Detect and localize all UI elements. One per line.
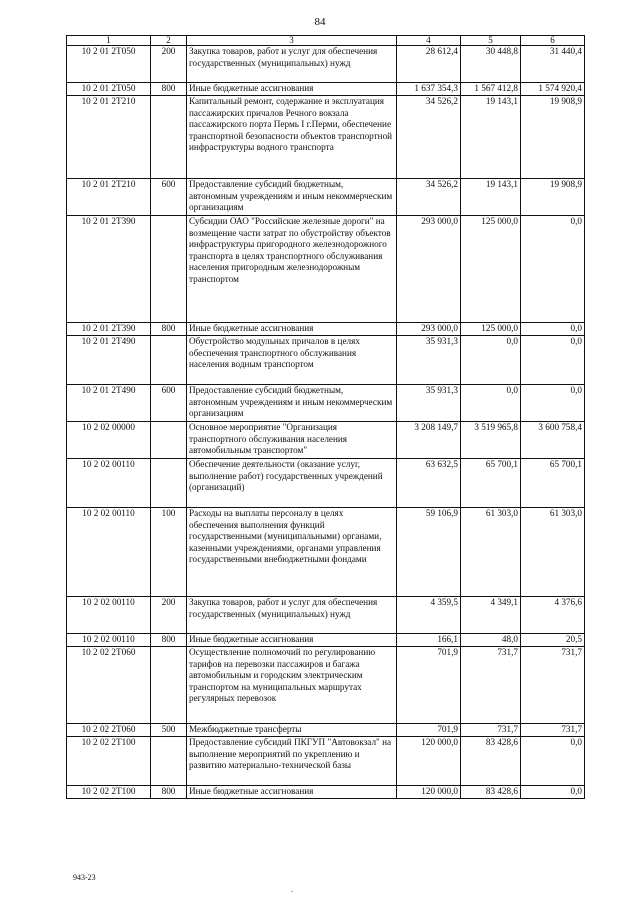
row-code: 10 2 01 2Т050 bbox=[67, 83, 151, 96]
row-description: Основное мероприятие "Организация транспортного обслуживания населения автомобильным транспортом" bbox=[187, 422, 397, 459]
row-description: Иные бюджетные ассигнования bbox=[187, 83, 397, 96]
row-description: Расходы на выплаты персоналу в целях обеспечения выполнения функций государственными (муниципальными) органами, казенными учреждениями, органами управления государственными внебюджетными фондами bbox=[187, 508, 397, 597]
row-value-col5: 19 143,1 bbox=[461, 179, 521, 216]
row-value-col6: 61 303,0 bbox=[521, 508, 585, 597]
row-value-col5: 48,0 bbox=[461, 634, 521, 647]
row-value-col6: 731,7 bbox=[521, 724, 585, 737]
row-value-col6: 20,5 bbox=[521, 634, 585, 647]
row-value-col6: 19 908,9 bbox=[521, 96, 585, 179]
row-description: Капитальный ремонт, содержание и эксплуатация пассажирских причалов Речного вокзала пассажирского порта Пермь I г.Перми, обеспечение транспортной безопасности объектов транспортной инфраструктуры водного транспорта bbox=[187, 96, 397, 179]
row-description: Осуществление полномочий по регулированию тарифов на перевозки пассажиров и багажа автомобильным и городским электрическим транспортом на муниципальных маршрутах регулярных перевозок bbox=[187, 647, 397, 724]
row-expense-type: 800 bbox=[151, 323, 187, 336]
footer-mark: . bbox=[291, 885, 293, 894]
row-value-col4: 34 526,2 bbox=[397, 179, 461, 216]
row-value-col5: 30 448,8 bbox=[461, 46, 521, 83]
row-value-col6: 3 600 758,4 bbox=[521, 422, 585, 459]
table-row bbox=[67, 737, 585, 786]
table-row bbox=[67, 216, 585, 323]
table-row bbox=[67, 647, 585, 724]
row-value-col5: 125 000,0 bbox=[461, 323, 521, 336]
row-value-col4: 59 106,9 bbox=[397, 508, 461, 597]
row-code: 10 2 01 2Т390 bbox=[67, 323, 151, 336]
row-code: 10 2 01 2Т210 bbox=[67, 96, 151, 179]
row-value-col6: 65 700,1 bbox=[521, 459, 585, 508]
row-code: 10 2 02 2Т100 bbox=[67, 786, 151, 799]
row-value-col5: 0,0 bbox=[461, 336, 521, 385]
table-row bbox=[67, 96, 585, 179]
column-header: 6 bbox=[521, 36, 585, 46]
row-description: Иные бюджетные ассигнования bbox=[187, 634, 397, 647]
row-value-col5: 1 567 412,8 bbox=[461, 83, 521, 96]
table-row bbox=[67, 83, 585, 96]
row-code: 10 2 02 00000 bbox=[67, 422, 151, 459]
row-code: 10 2 01 2Т490 bbox=[67, 385, 151, 422]
row-expense-type: 600 bbox=[151, 385, 187, 422]
row-value-col4: 4 359,5 bbox=[397, 597, 461, 634]
row-value-col5: 731,7 bbox=[461, 647, 521, 724]
row-expense-type: 200 bbox=[151, 597, 187, 634]
column-header: 2 bbox=[151, 36, 187, 46]
row-code: 10 2 01 2Т210 bbox=[67, 179, 151, 216]
table-row bbox=[67, 323, 585, 336]
table-row bbox=[67, 597, 585, 634]
row-value-col4: 28 612,4 bbox=[397, 46, 461, 83]
row-expense-type bbox=[151, 422, 187, 459]
row-code: 10 2 02 2Т060 bbox=[67, 724, 151, 737]
row-code: 10 2 01 2Т490 bbox=[67, 336, 151, 385]
row-value-col6: 4 376,6 bbox=[521, 597, 585, 634]
table-row bbox=[67, 508, 585, 597]
table-row bbox=[67, 634, 585, 647]
column-header: 3 bbox=[187, 36, 397, 46]
row-value-col5: 731,7 bbox=[461, 724, 521, 737]
row-code: 10 2 02 2Т100 bbox=[67, 737, 151, 786]
row-code: 10 2 02 00110 bbox=[67, 597, 151, 634]
row-value-col6: 0,0 bbox=[521, 737, 585, 786]
row-description: Обустройство модульных причалов в целях обеспечения транспортного обслуживания населения водным транспортом bbox=[187, 336, 397, 385]
table-row bbox=[67, 385, 585, 422]
row-description: Иные бюджетные ассигнования bbox=[187, 786, 397, 799]
row-value-col6: 1 574 920,4 bbox=[521, 83, 585, 96]
row-value-col4: 120 000,0 bbox=[397, 786, 461, 799]
row-value-col4: 3 208 149,7 bbox=[397, 422, 461, 459]
table-row bbox=[67, 724, 585, 737]
row-value-col6: 0,0 bbox=[521, 385, 585, 422]
row-expense-type: 600 bbox=[151, 179, 187, 216]
row-value-col4: 293 000,0 bbox=[397, 323, 461, 336]
row-value-col4: 293 000,0 bbox=[397, 216, 461, 323]
table-header-row bbox=[67, 36, 585, 46]
row-description: Предоставление субсидий ПКГУП "Автовокзал" на выполнение мероприятий по укреплению и развитию материально-технической базы bbox=[187, 737, 397, 786]
row-value-col6: 19 908,9 bbox=[521, 179, 585, 216]
row-expense-type: 200 bbox=[151, 46, 187, 83]
row-expense-type: 500 bbox=[151, 724, 187, 737]
table-row bbox=[67, 786, 585, 799]
row-expense-type bbox=[151, 216, 187, 323]
row-value-col6: 0,0 bbox=[521, 323, 585, 336]
row-value-col6: 31 440,4 bbox=[521, 46, 585, 83]
row-value-col5: 65 700,1 bbox=[461, 459, 521, 508]
row-value-col5: 61 303,0 bbox=[461, 508, 521, 597]
row-expense-type: 800 bbox=[151, 786, 187, 799]
row-description: Предоставление субсидий бюджетным, автономным учреждениям и иным некоммерческим организациям bbox=[187, 179, 397, 216]
column-header: 1 bbox=[67, 36, 151, 46]
table-row bbox=[67, 336, 585, 385]
row-value-col4: 63 632,5 bbox=[397, 459, 461, 508]
row-value-col4: 35 931,3 bbox=[397, 385, 461, 422]
row-value-col6: 0,0 bbox=[521, 216, 585, 323]
row-value-col5: 4 349,1 bbox=[461, 597, 521, 634]
row-value-col4: 166,1 bbox=[397, 634, 461, 647]
row-value-col4: 120 000,0 bbox=[397, 737, 461, 786]
column-header: 5 bbox=[461, 36, 521, 46]
page-number: 84 bbox=[314, 16, 326, 28]
row-code: 10 2 02 00110 bbox=[67, 459, 151, 508]
row-description: Межбюджетные трансферты bbox=[187, 724, 397, 737]
footer-document-code: 943-23 bbox=[73, 873, 96, 882]
row-value-col6: 731,7 bbox=[521, 647, 585, 724]
row-value-col5: 19 143,1 bbox=[461, 96, 521, 179]
row-value-col5: 83 428,6 bbox=[461, 786, 521, 799]
row-value-col4: 1 637 354,3 bbox=[397, 83, 461, 96]
row-code: 10 2 01 2Т050 bbox=[67, 46, 151, 83]
row-value-col5: 83 428,6 bbox=[461, 737, 521, 786]
row-code: 10 2 02 00110 bbox=[67, 508, 151, 597]
row-expense-type bbox=[151, 737, 187, 786]
row-value-col4: 701,9 bbox=[397, 647, 461, 724]
row-value-col4: 34 526,2 bbox=[397, 96, 461, 179]
row-description: Предоставление субсидий бюджетным, автономным учреждениям и иным некоммерческим организациям bbox=[187, 385, 397, 422]
column-header: 4 bbox=[397, 36, 461, 46]
table-row bbox=[67, 179, 585, 216]
row-expense-type bbox=[151, 336, 187, 385]
row-expense-type: 800 bbox=[151, 83, 187, 96]
row-description: Закупка товаров, работ и услуг для обеспечения государственных (муниципальных) нужд bbox=[187, 46, 397, 83]
table-body bbox=[67, 46, 585, 799]
row-expense-type: 800 bbox=[151, 634, 187, 647]
row-expense-type bbox=[151, 96, 187, 179]
row-description: Обеспечение деятельности (оказание услуг, выполнение работ) государственных учреждений (организаций) bbox=[187, 459, 397, 508]
row-value-col5: 125 000,0 bbox=[461, 216, 521, 323]
row-value-col6: 0,0 bbox=[521, 786, 585, 799]
row-value-col4: 701,9 bbox=[397, 724, 461, 737]
row-expense-type: 100 bbox=[151, 508, 187, 597]
table-row bbox=[67, 46, 585, 83]
row-code: 10 2 01 2Т390 bbox=[67, 216, 151, 323]
row-code: 10 2 02 2Т060 bbox=[67, 647, 151, 724]
row-value-col5: 3 519 965,8 bbox=[461, 422, 521, 459]
table-row bbox=[67, 422, 585, 459]
row-value-col4: 35 931,3 bbox=[397, 336, 461, 385]
row-description: Закупка товаров, работ и услуг для обеспечения государственных (муниципальных) нужд bbox=[187, 597, 397, 634]
row-description: Иные бюджетные ассигнования bbox=[187, 323, 397, 336]
row-code: 10 2 02 00110 bbox=[67, 634, 151, 647]
budget-table bbox=[66, 35, 585, 799]
row-value-col5: 0,0 bbox=[461, 385, 521, 422]
row-value-col6: 0,0 bbox=[521, 336, 585, 385]
row-expense-type bbox=[151, 459, 187, 508]
row-description: Субсидии ОАО "Российские железные дороги" на возмещение части затрат по обустройству объектов инфраструктуры пригородного железнодорожного транспорта в целях транспортного обслуживания населения пригородным железнодорожным транспортом bbox=[187, 216, 397, 323]
table-row bbox=[67, 459, 585, 508]
row-expense-type bbox=[151, 647, 187, 724]
